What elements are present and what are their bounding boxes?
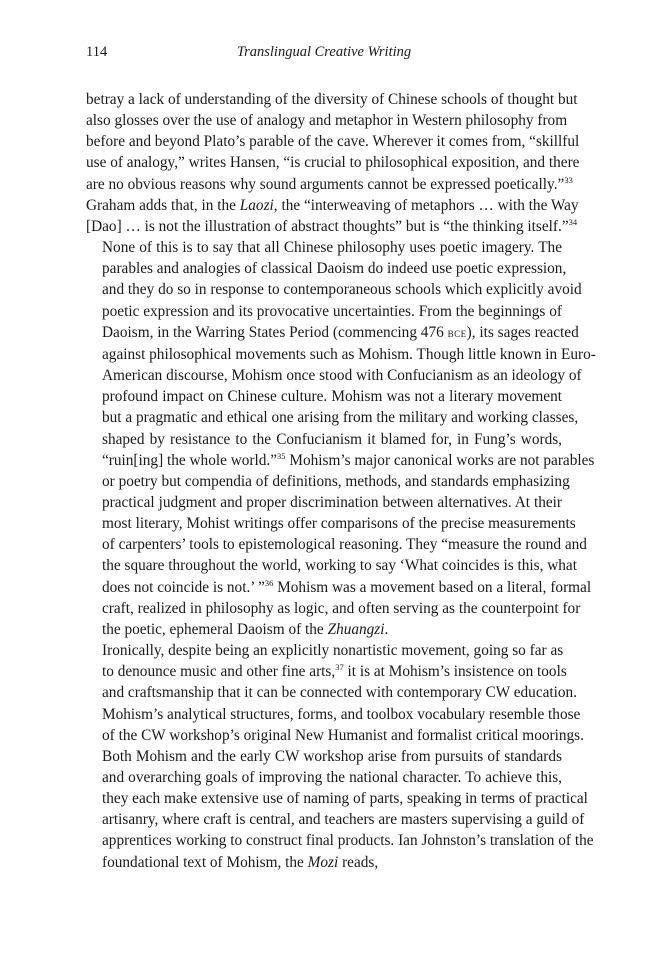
text-line bbox=[86, 746, 562, 767]
text-run: it is at Mohism’s insistence on tools bbox=[343, 663, 567, 681]
text-run: apprentices working to construct final products. Ian Johnston’s translation of the bbox=[102, 832, 594, 850]
text-line bbox=[86, 429, 562, 450]
page-number: 114 bbox=[86, 44, 108, 60]
text-line bbox=[86, 725, 584, 746]
footnote-marker: 34 bbox=[568, 216, 578, 227]
text-run: to denounce music and other fine arts, bbox=[102, 663, 336, 681]
text-run: the poetic, ephemeral Daoism of the bbox=[102, 620, 328, 638]
text-run: betray a lack of understanding of the diversity of Chinese schools of thought but bbox=[86, 91, 578, 108]
text-line bbox=[86, 110, 568, 131]
text-line bbox=[86, 555, 577, 576]
text-run: Mohism’s analytical structures, forms, and toolbox vocabulary resemble those bbox=[102, 705, 581, 723]
text-line bbox=[86, 386, 562, 407]
text-line bbox=[86, 513, 576, 534]
text-run: the square throughout the world, working to say ‘What coincides is this, what bbox=[102, 557, 577, 575]
text-line bbox=[86, 450, 595, 471]
text-run: None of this is to say that all Chinese philosophy uses poetic imagery. The bbox=[102, 239, 562, 257]
text-line bbox=[86, 174, 573, 195]
text-run: and overarching goals of improving the national character. To achieve this, bbox=[102, 769, 562, 786]
running-title: Translingual Creative Writing bbox=[236, 44, 412, 60]
text-line bbox=[86, 619, 562, 640]
text-run: most literary, Mohist writings offer comparisons of the precise measurements bbox=[102, 515, 576, 533]
text-line bbox=[86, 788, 588, 809]
text-run: Daoism, in the Warring States Period (commencing 476 bbox=[102, 323, 448, 341]
era-abbreviation: bce bbox=[447, 325, 467, 340]
footnote-marker: 36 bbox=[264, 577, 274, 588]
text-run: shaped by resistance to the Confucianism it blamed for, in Fung’s words, bbox=[102, 430, 562, 448]
text-run: parables and analogies of classical Daoism do indeed use poetic expression, bbox=[102, 260, 567, 278]
text-line bbox=[86, 577, 592, 598]
text-line bbox=[86, 407, 579, 428]
text-line bbox=[86, 830, 594, 851]
italic-title: Laozi bbox=[239, 196, 274, 214]
text-run: against philosophical movements such as Mohism. Though little known in Euro- bbox=[102, 345, 596, 363]
text-line bbox=[86, 534, 587, 555]
text-line bbox=[86, 852, 562, 873]
text-line bbox=[86, 767, 562, 788]
text-run: [Dao] … is not the illustration of abstract thoughts” but is “the thinking itself.” bbox=[86, 217, 569, 235]
text-run: . bbox=[384, 620, 389, 638]
text-run: they each make extensive use of naming of parts, speaking in terms of practical bbox=[102, 790, 588, 808]
text-run: and craftsmanship that it can be connected with contemporary CW education. bbox=[102, 684, 578, 702]
text-line bbox=[86, 322, 579, 344]
text-run: , the “interweaving of metaphors … with the Way bbox=[273, 196, 579, 214]
text-line bbox=[86, 598, 581, 619]
text-run: also glosses over the use of analogy and metaphor in Western philosophy from bbox=[86, 112, 568, 130]
text-line bbox=[86, 89, 578, 110]
text-run: and they do so in response to contemporaneous schools which explicitly avoid bbox=[102, 281, 582, 299]
paragraph bbox=[86, 89, 580, 237]
text-run: Both Mohism and the early CW workshop arise from pursuits of standards bbox=[102, 747, 562, 765]
italic-title: Mozi bbox=[307, 853, 339, 871]
footnote-marker: 37 bbox=[335, 662, 344, 673]
text-run: does not coincide is not.’ ” bbox=[102, 578, 265, 596]
text-run: before and beyond Plato’s parable of the cave. Wherever it comes from, “skillful bbox=[86, 133, 580, 151]
text-line bbox=[86, 682, 578, 703]
text-line bbox=[86, 365, 582, 386]
footnote-marker: 33 bbox=[564, 174, 573, 185]
text-run: Graham adds that, in the bbox=[86, 196, 240, 214]
italic-title: Zhuangzi bbox=[327, 620, 385, 638]
text-run: profound impact on Chinese culture. Mohism was not a literary movement bbox=[102, 388, 562, 406]
text-line bbox=[86, 152, 580, 173]
text-line bbox=[86, 344, 596, 365]
text-line bbox=[86, 661, 567, 682]
text-line bbox=[86, 640, 562, 661]
text-run: reads, bbox=[338, 853, 379, 871]
text-run: artisanry, where craft is central, and teachers are masters supervising a guild of bbox=[102, 811, 585, 829]
text-line bbox=[86, 809, 585, 830]
text-run: ), its sages reacted bbox=[466, 323, 579, 341]
paragraph bbox=[86, 237, 596, 640]
text-run: foundational text of Mohism, the bbox=[102, 853, 308, 871]
text-run: Mohism was a movement based on a literal, formal bbox=[273, 578, 592, 596]
text-run: poetic expression and its provocative uncertainties. From the beginnings of bbox=[102, 302, 562, 320]
text-line bbox=[86, 237, 562, 258]
text-line bbox=[86, 704, 581, 725]
text-line bbox=[86, 301, 562, 322]
text-run: are no obvious reasons why sound arguments cannot be expressed poetically.” bbox=[86, 175, 565, 193]
text-line bbox=[86, 471, 570, 492]
text-run: or poetry but compendia of definitions, methods, and standards emphasizing bbox=[102, 472, 570, 490]
text-line bbox=[86, 279, 582, 300]
text-line bbox=[86, 195, 579, 216]
text-line bbox=[86, 131, 580, 152]
text-run: craft, realized in philosophy as logic, and often serving as the counterpoint for bbox=[102, 599, 581, 617]
footnote-marker: 35 bbox=[277, 450, 286, 461]
text-run: of the CW workshop’s original New Humanist and formalist critical moorings. bbox=[102, 726, 584, 744]
text-line bbox=[86, 258, 567, 279]
text-line bbox=[86, 492, 562, 513]
text-run: but a pragmatic and ethical one arising from the military and working classes, bbox=[102, 409, 579, 427]
text-run: Ironically, despite being an explicitly nonartistic movement, going so far as bbox=[102, 642, 564, 660]
text-run: “ruin[ing] the whole world.” bbox=[102, 451, 278, 469]
running-head bbox=[86, 44, 562, 64]
paragraph bbox=[86, 640, 594, 873]
body-text bbox=[86, 89, 596, 873]
text-run: practical judgment and proper discrimination between alternatives. At their bbox=[102, 493, 562, 511]
text-run: use of analogy,” writes Hansen, “is crucial to philosophical exposition, and there bbox=[86, 154, 580, 172]
text-run: American discourse, Mohism once stood with Confucianism as an ideology of bbox=[102, 367, 582, 385]
text-line bbox=[86, 216, 578, 237]
text-run: Mohism’s major canonical works are not parables bbox=[285, 451, 595, 469]
text-run: of carpenters’ tools to epistemological reasoning. They “measure the round and bbox=[102, 536, 587, 554]
